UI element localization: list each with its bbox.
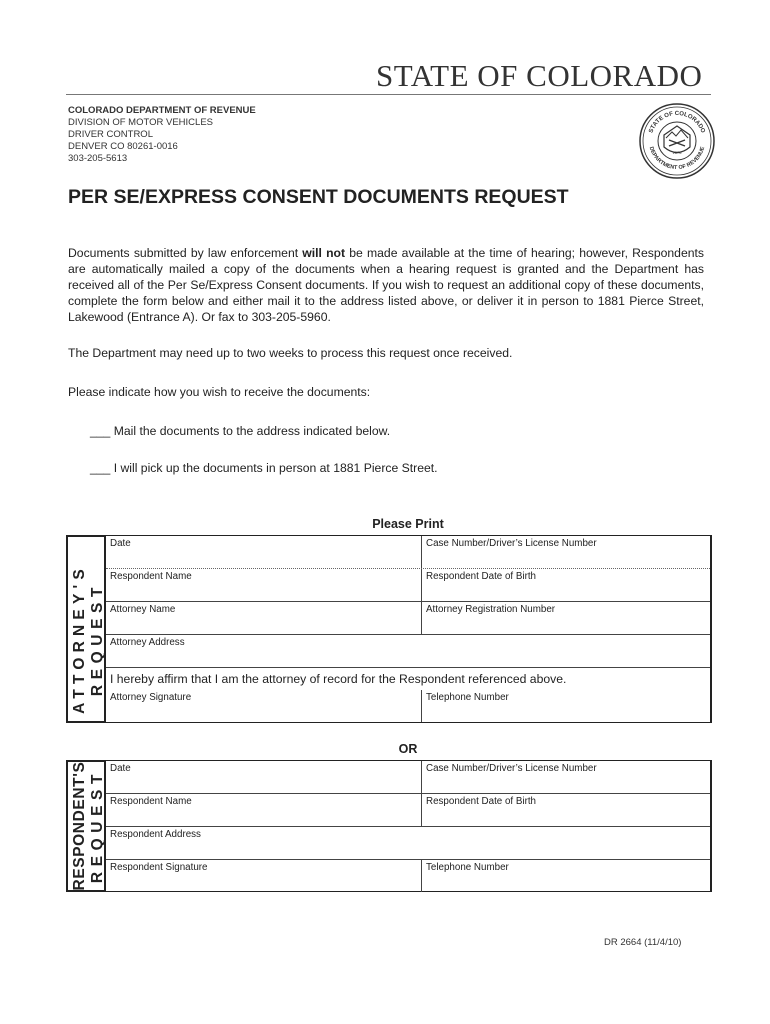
field-label: Respondent Name xyxy=(110,796,192,807)
attorney-section-title: ATTORNEY'S xyxy=(71,564,88,714)
attorney-date-field[interactable] xyxy=(106,536,422,568)
respondent-date-field[interactable] xyxy=(106,761,422,793)
svg-text:STATE OF COLORADO xyxy=(648,111,705,134)
state-title: STATE OF COLORADO xyxy=(376,58,703,93)
form-row xyxy=(106,793,710,826)
intro-text-end: be made available at the time of hearing; however, Respondents are automatically mailed a copy of the documents when a hearing request is granted and the Department has received all of the Per Se/Express Consent documents. If you wish to request an additional copy of these documents, complete the form below and either mail it to the address listed above, or deliver it in person to 1881 Pierce Street, Lakewood (Entrance A). Or fax to 303-205-5960. xyxy=(68,246,704,324)
field-label: Attorney Signature xyxy=(110,692,192,703)
respondent-signature-field[interactable] xyxy=(106,860,422,892)
form-row xyxy=(106,634,710,667)
please-print-label: Please Print xyxy=(372,517,444,531)
document-title: PER SE/EXPRESS CONSENT DOCUMENTS REQUEST xyxy=(68,186,569,208)
respondent-case-number-field[interactable] xyxy=(422,761,710,793)
seal-bottom-text: DEPARTMENT OF REVENUE xyxy=(647,146,707,172)
field-label: Respondent Name xyxy=(110,571,192,582)
agency-city: DENVER CO 80261-0016 xyxy=(68,141,178,152)
intro-paragraph xyxy=(68,245,704,325)
form-number: DR 2664 (11/4/10) xyxy=(604,937,682,948)
agency-division: DIVISION OF MOTOR VEHICLES xyxy=(68,117,213,128)
field-label: Telephone Number xyxy=(426,692,509,703)
seal-top-text: STATE OF COLORADO xyxy=(648,110,706,135)
receive-prompt: Please indicate how you wish to receive the documents: xyxy=(68,385,371,399)
field-label: Date xyxy=(110,538,131,549)
agency-name: COLORADO DEPARTMENT OF REVENUE xyxy=(68,105,256,116)
form-row xyxy=(106,667,710,690)
form-row xyxy=(106,826,710,859)
attorney-registration-field[interactable] xyxy=(422,602,710,634)
form-row xyxy=(106,690,710,722)
field-label: Attorney Address xyxy=(110,637,185,648)
field-label: Respondent Date of Birth xyxy=(426,796,537,807)
attorney-affirmation: I hereby affirm that I am the attorney of record for the Respondent referenced above. xyxy=(110,672,567,686)
attorney-section-label xyxy=(66,535,106,723)
field-label: Telephone Number xyxy=(426,862,509,873)
attorney-section-subtitle: REQUEST xyxy=(89,581,106,697)
option-mail[interactable]: ___ Mail the documents to the address indicated below. xyxy=(90,424,391,438)
intro-emphasis: will not xyxy=(302,246,346,260)
field-label: Attorney Registration Number xyxy=(426,604,556,615)
agency-phone: 303-205-5613 xyxy=(68,153,128,164)
field-label: Respondent Address xyxy=(110,829,201,840)
respondent-request-form xyxy=(104,760,712,892)
field-label: Case Number/Driver’s License Number xyxy=(426,538,597,549)
form-row xyxy=(106,536,710,568)
form-row xyxy=(106,568,710,601)
attorney-signature-field[interactable] xyxy=(106,690,422,722)
respondent-section-title: RESPONDENT'S xyxy=(71,761,88,891)
attorney-respondent-name-field[interactable] xyxy=(106,569,422,601)
attorney-address-field[interactable] xyxy=(106,635,710,667)
attorney-respondent-dob-field[interactable] xyxy=(422,569,710,601)
intro-text-start: Documents submitted by law enforcement xyxy=(68,246,303,260)
title-rule xyxy=(66,94,711,95)
department-seal-icon xyxy=(638,102,716,180)
seal-year: 1876 xyxy=(672,150,682,155)
or-label: OR xyxy=(398,742,418,756)
respondent-dob-field[interactable] xyxy=(422,794,710,826)
field-label: Date xyxy=(110,763,131,774)
attorney-request-form xyxy=(104,535,712,723)
attorney-telephone-field[interactable] xyxy=(422,690,710,722)
agency-address xyxy=(68,105,256,165)
field-label: Attorney Name xyxy=(110,604,176,615)
respondent-telephone-field[interactable] xyxy=(422,860,710,892)
agency-unit: DRIVER CONTROL xyxy=(68,129,153,140)
form-row xyxy=(106,601,710,634)
field-label: Case Number/Driver’s License Number xyxy=(426,763,597,774)
form-row xyxy=(106,859,710,892)
respondent-section-label xyxy=(66,760,106,892)
attorney-case-number-field[interactable] xyxy=(422,536,710,568)
respondent-section-subtitle: REQUEST xyxy=(89,768,106,884)
attorney-name-field[interactable] xyxy=(106,602,422,634)
form-row xyxy=(106,761,710,793)
respondent-address-field[interactable] xyxy=(106,827,710,859)
field-label: Respondent Signature xyxy=(110,862,208,873)
process-note: The Department may need up to two weeks to process this request once received. xyxy=(68,346,513,360)
respondent-name-field[interactable] xyxy=(106,794,422,826)
option-pickup[interactable]: ___ I will pick up the documents in person at 1881 Pierce Street. xyxy=(90,461,438,475)
field-label: Respondent Date of Birth xyxy=(426,571,537,582)
